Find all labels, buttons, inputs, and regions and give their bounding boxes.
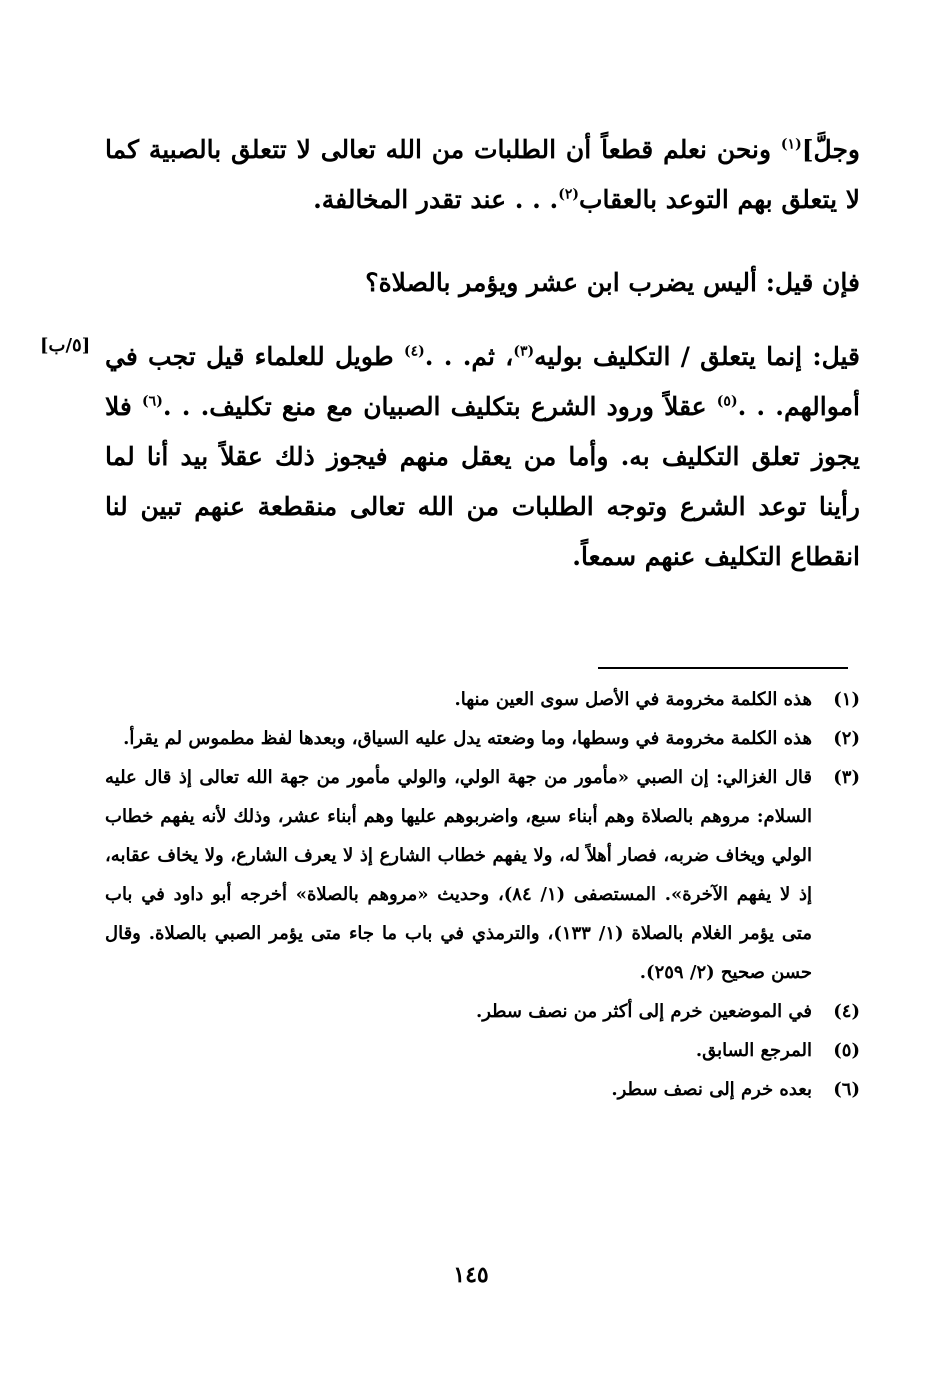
footnote-ref-4[interactable]: (٤) [403, 343, 425, 360]
page-number: ١٤٥ [453, 1262, 489, 1288]
footnote-5 [105, 1031, 860, 1070]
footnote-4 [105, 992, 860, 1031]
footnote-number: (٤) [833, 1001, 860, 1022]
footnote-text: المرجع السابق. [695, 1040, 812, 1061]
para3-text-e: فلا يجوز تعلق التكليف به. وأما من يعقل منهم فيجوز ذلك عقلاً بيد أنا لما رأينا توعد الشرع وتوجه الطلبات من الله تعالى منقطعة عنهم تبين لنا انقطاع التكليف عنهم سمعاً. [105, 392, 860, 571]
footnote-text: هذه الكلمة مخرومة في وسطها، وما وضعته يدل عليه السياق، وبعدها لفظ مطموس لم يقرأ. [123, 728, 812, 749]
footnote-2 [105, 719, 860, 758]
footnote-ref-6[interactable]: (٦) [142, 393, 163, 410]
para3-text-a: قيل: إنما يتعلق / التكليف بوليه [534, 342, 860, 371]
footnote-text: قال الغزالي: إن الصبي «مأمور من جهة الولي، والولي مأمور من جهة الله تعالى إذ قال عليه السلام: مروهم بالصلاة وهم أبناء سبع، واضربوهم عليها وهم أبناء عشر، وذلك لأنه يفهم خطاب الولي ويخاف ضربه، فصار أهلاً له، ولا يفهم خطاب الشارع إذ لا يعرف الشارع، ولا يخاف عقابه، إذ لا يفهم الآخرة». المستصفى (١/ ٨٤)، وحديث «مروهم بالصلاة» أخرجه أبو داود في باب متى يؤمر الغلام بالصلاة (١/ ١٣٣)، والترمذي في باب ما جاء متى يؤمر الصبي بالصلاة. وقال حسن صحيح (٢/ ٢٥٩). [105, 767, 813, 983]
footnote-number: (٦) [833, 1079, 860, 1100]
para3-text-b: ، ثم. . . [424, 342, 514, 371]
footnote-ref-2[interactable]: (٢) [558, 186, 579, 203]
footnote-6 [105, 1070, 860, 1109]
footnote-number: (١) [833, 689, 860, 710]
paragraph-2: فإن قيل: أليس يضرب ابن عشر ويؤمر بالصلاة؟ [365, 268, 860, 297]
footnote-separator [598, 667, 848, 669]
footnote-text: بعده خرم إلى نصف سطر. [611, 1079, 812, 1100]
margin-folio-note: [٥/ب] [40, 335, 91, 356]
footnote-text: هذه الكلمة مخرومة في الأصل سوى العين منها. [454, 689, 812, 710]
para1-text-b: ونحن نعلم قطعاً أن الطلبات من الله تعالى لا تتعلق بالصبية كما لا يتعلق بهم التوعد بالعقاب [105, 135, 860, 214]
footnote-1 [105, 680, 860, 719]
para3-text-d: عقلاً ورود الشرع بتكليف الصبيان مع منع تكليف. . . [162, 392, 717, 421]
para3-text-c: طويل للعلماء قيل تجب في أموالهم. . . [105, 342, 860, 421]
para1-text-c: . . . عند تقدر المخالفة. [313, 185, 559, 214]
footnote-text: في الموضعين خرم إلى أكثر من نصف سطر. [475, 1001, 812, 1022]
footnote-3 [105, 758, 860, 992]
footnote-ref-3[interactable]: (٣) [513, 343, 535, 360]
para1-text-a: وجلَّ] [801, 135, 860, 164]
paragraph-3 [105, 332, 860, 582]
footnote-ref-5[interactable]: (٥) [716, 393, 738, 410]
footnote-number: (٥) [833, 1040, 860, 1061]
footnote-ref-1[interactable]: (١) [780, 136, 802, 153]
footnote-number: (٣) [833, 767, 860, 788]
paragraph-1 [105, 125, 860, 225]
footnotes-list [105, 680, 860, 1109]
footnote-number: (٢) [833, 728, 860, 749]
